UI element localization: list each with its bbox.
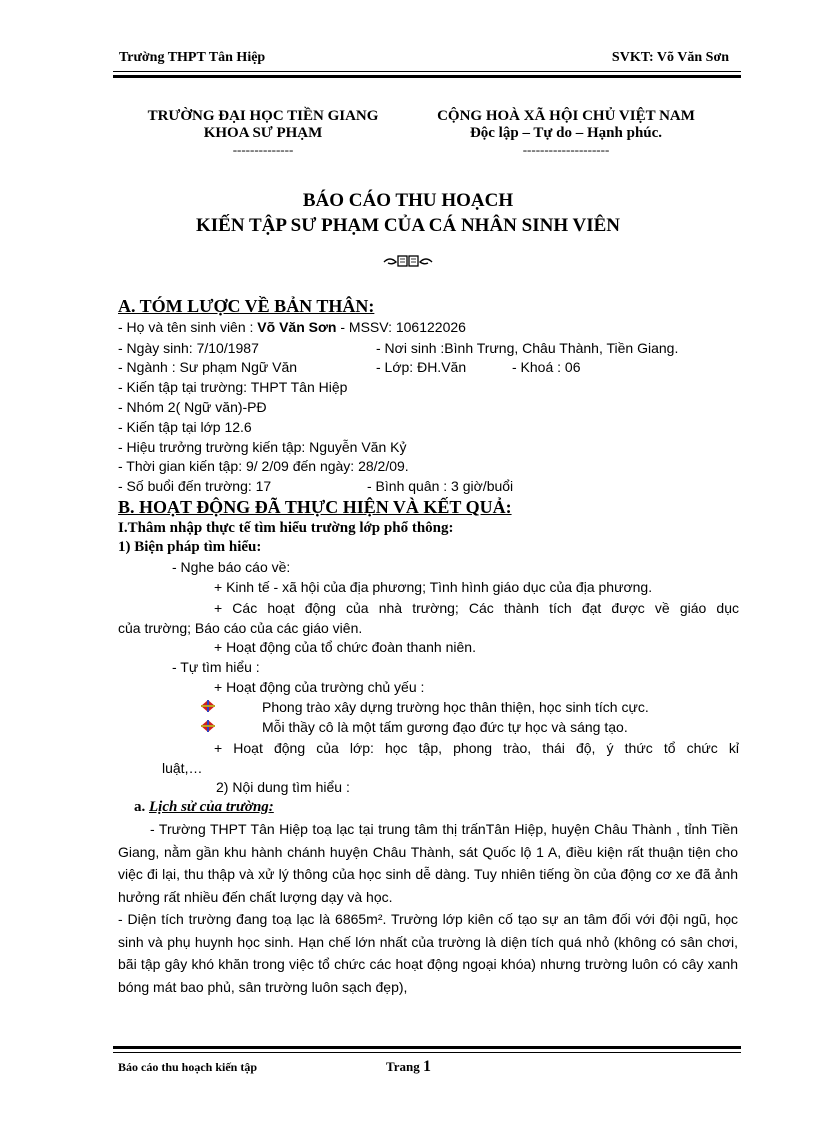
- footer-rule-thin: [113, 1052, 741, 1053]
- item-youth: + Hoạt động của tổ chức đoàn thanh niên.: [214, 639, 476, 655]
- mssv: - MSSV: 106122026: [336, 319, 466, 335]
- university-name: TRƯỜNG ĐẠI HỌC TIỀN GIANG: [147, 108, 379, 124]
- dob: - Ngày sinh: 7/10/1987: [118, 340, 259, 356]
- section-a-heading: A. TÓM LƯỢC VỀ BẢN THÂN:: [118, 296, 375, 316]
- self-research: - Tự tìm hiểu :: [172, 659, 260, 675]
- practice-school: - Kiến tập tại trường: THPT Tân Hiệp: [118, 379, 348, 395]
- name-value: Võ Văn Sơn: [257, 319, 337, 335]
- institution-right: [408, 108, 724, 158]
- footer-page: [386, 1058, 431, 1076]
- page-label: Trang: [386, 1059, 423, 1074]
- history-title: Lịch sử của trường:: [149, 799, 274, 815]
- item-class-activities: [214, 740, 739, 756]
- report-listen: - Nghe báo cáo về:: [172, 559, 291, 575]
- item-class-activities-b: luật,…: [162, 760, 203, 776]
- header-school: Trường THPT Tân Hiệp: [119, 50, 266, 65]
- country-motto-2: Độc lập – Tự do – Hạnh phúc.: [469, 125, 663, 141]
- page-number: 1: [422, 1058, 431, 1075]
- principal: - Hiệu trưởng trường kiến tập: Nguyễn Văn Kỷ: [118, 439, 407, 455]
- history-heading: [134, 799, 274, 816]
- major: - Ngành : Sư phạm Ngữ Văn: [118, 359, 298, 375]
- pob: - Nơi sinh :Bình Trưng, Châu Thành, Tiền Giang.: [376, 340, 679, 356]
- history-paragraph-1: - Trường THPT Tân Hiệp toạ lạc tại trung tâm thị trấnTân Hiệp, huyện Châu Thành , tỉnh Tiền Giang, nằm gần khu hành chánh huyện Châu Thành, sát Quốc lộ 1 A, điều kiện rất thuận tiện cho việc đi lại, thu thập và xử lý thông của học sinh dễ dàng. Tuy nhiên tiếng ồn của động cơ xe đã ảnh hưởng rất nhiều đến chất lượng dạy và học.: [118, 821, 738, 905]
- subsection-1-1: 1) Biện pháp tìm hiểu:: [118, 539, 262, 555]
- footer-report-name: Báo cáo thu hoạch kiến tập: [118, 1060, 258, 1074]
- bullet-friendly-school: Phong trào xây dựng trường học thân thiện, học sinh tích cực.: [262, 699, 649, 715]
- item-activities-a: + Các hoạt động của nhà trường; Các thành tích đạt được về giáo dục: [214, 600, 739, 616]
- practice-class: - Kiến tập tại lớp 12.6: [118, 419, 252, 435]
- header-rule-thick: [113, 75, 741, 78]
- name-label: - Họ và tên sinh viên :: [118, 319, 258, 335]
- history-label: a.: [134, 799, 149, 815]
- report-title-1: BÁO CÁO THU HOẠCH: [302, 190, 514, 211]
- institution-left: [118, 108, 408, 158]
- report-title-2: KIẾN TẬP SƯ PHẠM CỦA CÁ NHÂN SINH VIÊN: [195, 215, 621, 236]
- period: - Thời gian kiến tập: 9/ 2/09 đến ngày: 28/2/09.: [118, 458, 409, 474]
- book-ornament-icon: [0, 254, 816, 272]
- student-name-line: [118, 319, 466, 335]
- bullet-teacher-example: Mỗi thầy cô là một tấm gương đạo đức tự học và sáng tạo.: [262, 719, 628, 735]
- class: - Lớp: ĐH.Văn: [376, 359, 467, 375]
- days-count: - Số buổi đến trường: 17: [118, 478, 272, 494]
- footer-rule-thick: [113, 1046, 741, 1049]
- item-economy: + Kinh tế - xã hội của địa phương; Tình hình giáo dục của địa phương.: [214, 579, 653, 595]
- header-student: SVKT: Võ Văn Sơn: [611, 50, 729, 65]
- average-hours: - Bình quân : 3 giờ/buổi: [367, 478, 514, 494]
- right-dashes: --------------------: [522, 142, 610, 157]
- subsection-1: I.Thâm nhập thực tế tìm hiểu trường lớp phổ thông:: [118, 520, 454, 536]
- bullet-arrow-icon: [200, 719, 216, 738]
- faculty-name: KHOA SƯ PHẠM: [203, 125, 323, 141]
- bullet-arrow-icon: [200, 699, 216, 718]
- country-motto-1: CỘNG HOÀ XÃ HỘI CHỦ VIỆT NAM: [437, 108, 695, 124]
- item-activities: [214, 600, 739, 616]
- item-main-activities: + Hoạt động của trường chủ yếu :: [214, 679, 425, 695]
- course: - Khoá : 06: [512, 359, 581, 375]
- left-dashes: --------------: [232, 142, 294, 157]
- group: - Nhóm 2( Ngữ văn)-PĐ: [118, 399, 267, 415]
- section-b-heading: B. HOẠT ĐỘNG ĐÃ THỰC HIỆN VÀ KẾT QUẢ:: [118, 497, 512, 517]
- subsection-1-2: 2) Nội dung tìm hiểu :: [216, 779, 350, 795]
- history-paragraph-2: - Diện tích trường đang toạ lạc là 6865m². Trường lớp kiên cố tạo sự an tâm đối với đội ngũ, học sinh và phụ huynh học sinh. Hạn chế lớn nhất của trường là diện tích quá nhỏ (không có sân chơi, bãi tập gây khó khăn trong việc tổ chức các hoạt động ngoại khóa) nhưng trường luôn có cây xanh bóng mát bao phủ, sân trường luôn sạch đẹp),: [118, 911, 738, 995]
- item-class-activities-a: + Hoạt động của lớp: học tập, phong trào, thái độ, ý thức tổ chức kỉ: [214, 740, 739, 756]
- item-activities-b: của trường; Báo cáo của các giáo viên.: [118, 620, 363, 636]
- header-rule-thin: [113, 71, 741, 72]
